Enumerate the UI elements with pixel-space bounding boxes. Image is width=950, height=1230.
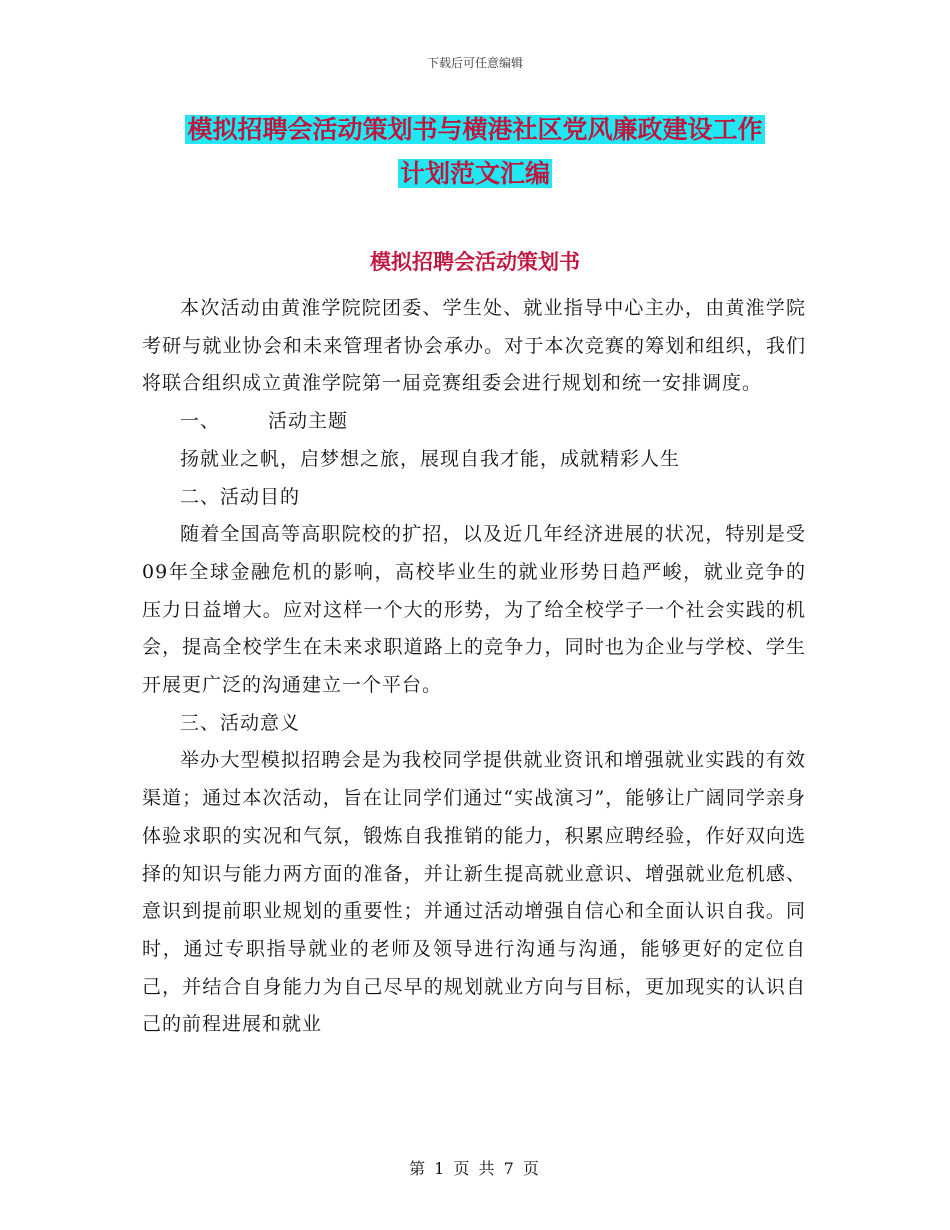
paragraph-significance: 举办大型模拟招聘会是为我校同学提供就业资讯和增强就业实践的有效渠道；通过本次活动，旨在让同学们通过“实战演习”，能够让广阔同学亲身体验求职的实况和气氛，锻炼自我推销的能力，积累应聘经验，作好双向选择的知识与能力两方面的准备，并让新生提高就业意识、增强就业危机感、意识到提前职业规划的重要性；并通过活动增强自信心和全面认识自我。同时，通过专职指导就业的老师及领导进行沟通与沟通，能够更好的定位自己，并结合自身能力为自己尽早的规划就业方向与目标，更加现实的认识自己的前程进展和就业 [142,749,806,1036]
heading-activity-purpose: 二、活动目的 [180,485,301,508]
paragraph-intro: 本次活动由黄淮学院院团委、学生处、就业指导中心主办，由黄淮学院考研与就业协会和未来管理者协会承办。对于本次竞赛的筹划和组织，我们将联合组织成立黄淮学院第一届竞赛组委会进行规划和统一安排调度。 [142,297,806,395]
paragraph-purpose: 随着全国高等高职院校的扩招，以及近几年经济进展的状况，特别是受09年全球金融危机的影响，高校毕业生的就业形势日趋严峻，就业竞争的压力日益增大。应对这样一个大的形势，为了给全校学子一个社会实践的机会，提高全校学生在未来求职道路上的竞争力，同时也为企业与学校、学生开展更广泛的沟通建立一个平台。 [142,523,806,697]
document-title-highlight-1: 模拟招聘会活动策划书与横港社区党风廉政建设工作 [187,115,763,144]
heading-text-1: 活动主题 [268,410,349,433]
section-title: 模拟招聘会活动策划书 [370,250,580,274]
header-note: 下载后可任意编辑 [426,56,523,70]
document-title-line-2 [0,152,950,196]
heading-activity-theme [142,403,806,441]
document-title-line-1 [0,108,950,152]
document-body [142,290,806,1044]
page-footer: 第 1 页 共 7 页 [409,1159,541,1178]
heading-number-1: 一、 [180,410,221,433]
paragraph-theme: 扬就业之帆，启梦想之旅，展现自我才能，成就精彩人生 [180,447,681,470]
heading-activity-significance: 三、活动意义 [180,711,301,734]
document-title-highlight-2: 计划范文汇编 [399,159,550,188]
